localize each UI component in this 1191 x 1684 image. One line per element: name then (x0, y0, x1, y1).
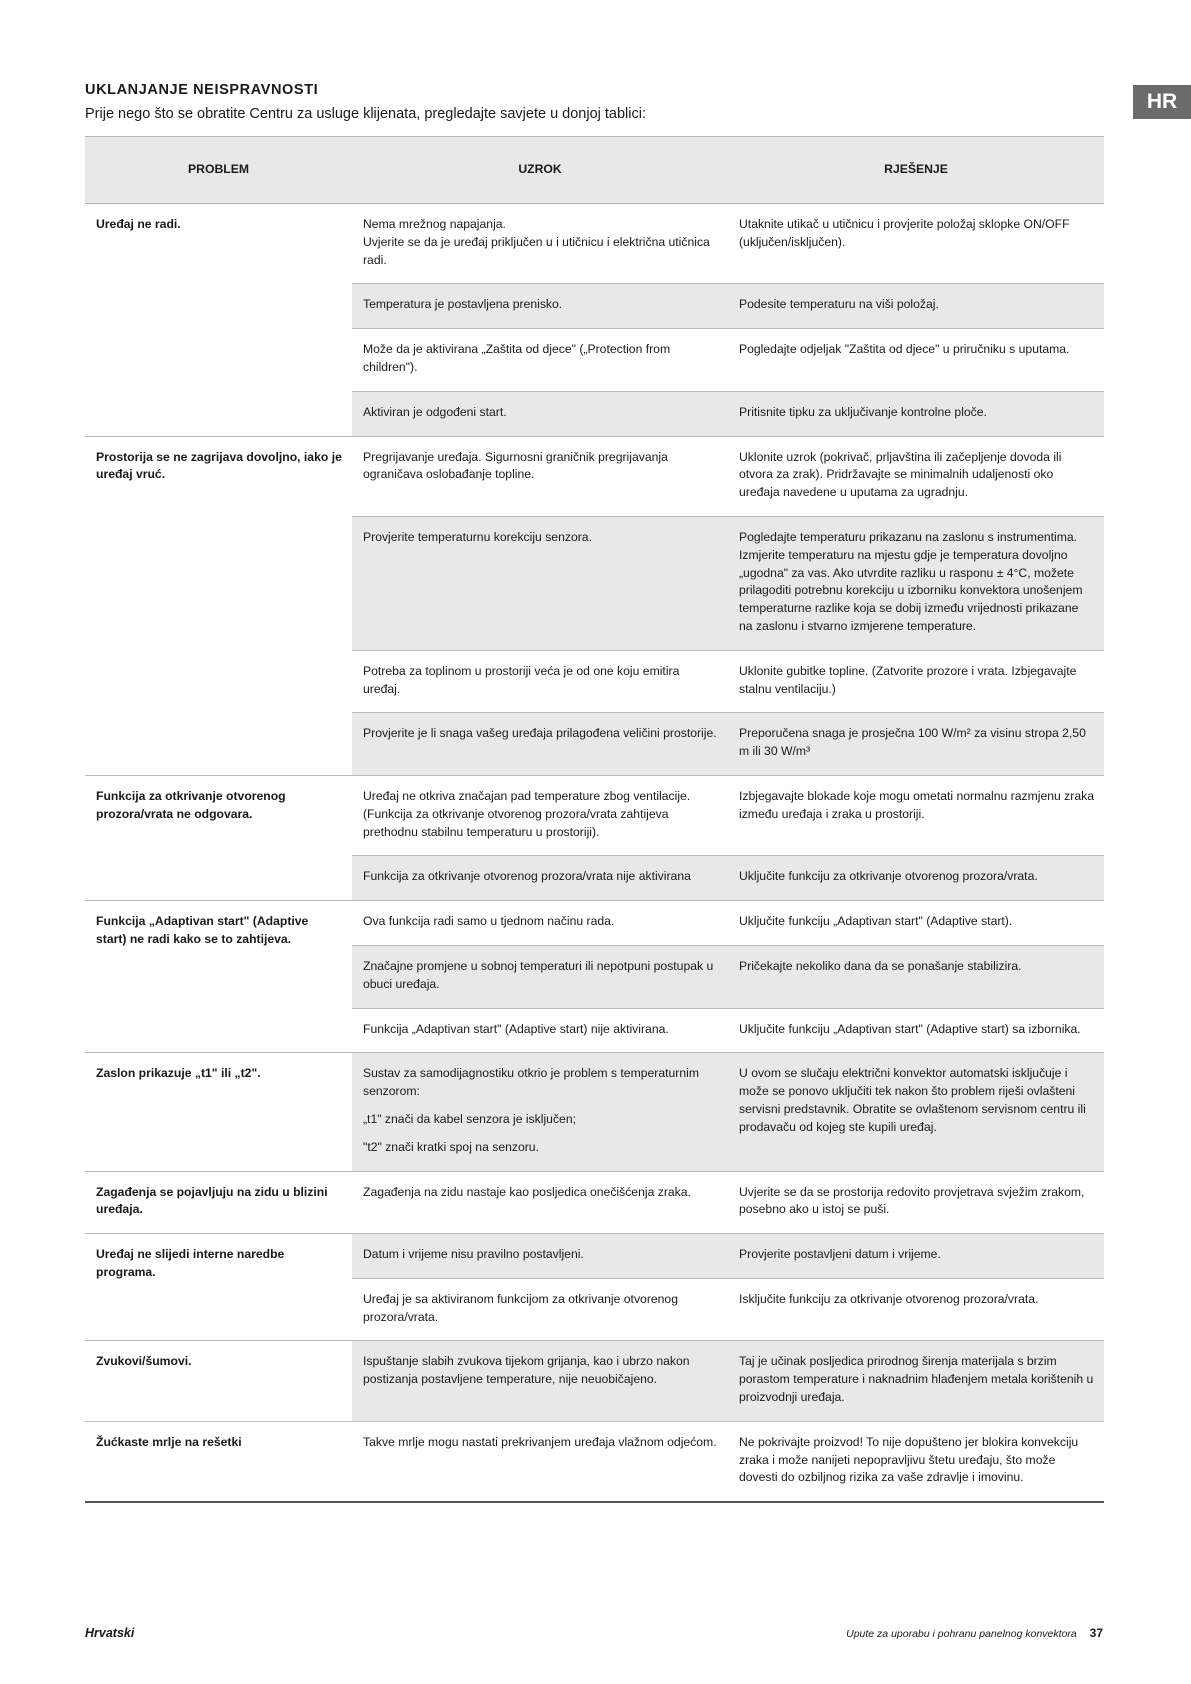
cause-cell: Može da je aktivirana „Zaštita od djece" („Protection from children"). (352, 329, 728, 392)
solution-cell: Ne pokrivajte proizvod! To nije dopušteno jer blokira konvekciju zraka i može nanijeti nepopravljivu štetu uređaju, što može dovesti do ozbiljnog rizika za vaše zdravlje i imovinu. (728, 1421, 1104, 1502)
problem-cell: Zagađenja se pojavljuju na zidu u blizini uređaja. (85, 1171, 352, 1234)
page-number: 37 (1089, 1626, 1103, 1640)
solution-cell: Pogledajte odjeljak "Zaštita od djece" u priručniku s uputama. (728, 329, 1104, 392)
problem-cell: Uređaj ne radi. (85, 204, 352, 437)
solution-cell: U ovom se slučaju električni konvektor automatski isključuje i može se ponovo uključiti tek nakon što problem riješi ovlašteni servisni predstavnik. Obratite se ovlaštenom servisnom centru ili prodavaču od kojeg ste kupili uređaj. (728, 1053, 1104, 1171)
cause-paragraph: „t1" znači da kabel senzora je isključen; (363, 1111, 576, 1126)
problem-cell: Zaslon prikazuje „t1" ili „t2". (85, 1053, 352, 1171)
solution-cell: Uključite funkciju za otkrivanje otvorenog prozora/vrata. (728, 856, 1104, 901)
footer-language: Hrvatski (85, 1626, 135, 1640)
cause-cell: Uređaj ne otkriva značajan pad temperature zbog ventilacije. (Funkcija za otkrivanje otvorenog prozora/vrata zahtijeva prethodnu stabilnu temperaturu u prostoriji). (352, 775, 728, 855)
table-row (85, 436, 1104, 516)
cause-cell: Provjerite temperaturnu korekciju senzora. (352, 516, 728, 650)
solution-cell: Preporučena snaga je prosječna 100 W/m² za visinu stropa 2,50 m ili 30 W/m³ (728, 713, 1104, 776)
cause-cell: Pregrijavanje uređaja. Sigurnosni graničnik pregrijavanja ograničava oslobađanje topline. (352, 436, 728, 516)
solution-cell: Provjerite postavljeni datum i vrijeme. (728, 1234, 1104, 1279)
cause-cell: Potreba za toplinom u prostoriji veća je od one koju emitira uređaj. (352, 650, 728, 713)
cause-paragraph: Sustav za samodijagnostiku otkrio je problem s temperaturnim senzorom: (363, 1066, 699, 1099)
cause-cell: Funkcija za otkrivanje otvorenog prozora/vrata nije aktivirana (352, 856, 728, 901)
solution-cell: Pritisnite tipku za uključivanje kontrolne ploče. (728, 391, 1104, 436)
solution-cell: Taj je učinak posljedica prirodnog širenja materijala s brzim porastom temperature i naknadnim hlađenjem metala korištenih u proizvodnji uređaja. (728, 1341, 1104, 1421)
cause-cell: Ispuštanje slabih zvukova tijekom grijanja, kao i ubrzo nakon postizanja postavljene temperature, nije neuobičajeno. (352, 1341, 728, 1421)
cause-cell (352, 1053, 728, 1171)
solution-cell: Uklonite uzrok (pokrivač, prljavština ili začepljenje dovoda ili otvora za zrak). Pridržavajte se minimalnih udaljenosti oko uređaja navedene u uputama za ugradnju. (728, 436, 1104, 516)
table-row (85, 1234, 1104, 1279)
problem-cell: Funkcija za otkrivanje otvorenog prozora/vrata ne odgovara. (85, 775, 352, 900)
footer-doc-info (846, 1626, 1103, 1640)
header-cause: UZROK (352, 137, 728, 204)
cause-cell: Značajne promjene u sobnoj temperaturi ili nepotpuni postupak u obuci uređaja. (352, 945, 728, 1008)
header-solution: RJEŠENJE (728, 137, 1104, 204)
table-header-row (85, 137, 1104, 204)
problem-cell: Funkcija „Adaptivan start" (Adaptive start) ne radi kako se to zahtijeva. (85, 901, 352, 1053)
table-row (85, 901, 1104, 946)
table-body (85, 204, 1104, 1503)
cause-cell: Funkcija „Adaptivan start" (Adaptive start) nije aktivirana. (352, 1008, 728, 1053)
cause-cell: Zagađenja na zidu nastaje kao posljedica onečišćenja zraka. (352, 1171, 728, 1234)
troubleshooting-table (85, 136, 1104, 1503)
cause-paragraph: "t2" znači kratki spoj na senzoru. (363, 1139, 539, 1154)
cause-cell: Datum i vrijeme nisu pravilno postavljeni. (352, 1234, 728, 1279)
language-tab: HR (1133, 85, 1191, 119)
table-row (85, 1053, 1104, 1171)
solution-cell: Isključite funkciju za otkrivanje otvorenog prozora/vrata. (728, 1278, 1104, 1341)
solution-cell: Izbjegavajte blokade koje mogu ometati normalnu razmjenu zraka između uređaja i zraka u prostoriji. (728, 775, 1104, 855)
problem-cell: Žućkaste mrlje na rešetki (85, 1421, 352, 1502)
problem-cell: Zvukovi/šumovi. (85, 1341, 352, 1421)
intro-text: Prije nego što se obratite Centru za usluge klijenata, pregledajte savjete u donjoj tablici: (85, 106, 647, 122)
table-row (85, 775, 1104, 855)
solution-cell: Uvjerite se da se prostorija redovito provjetrava svježim zrakom, posebno ako u istoj se puši. (728, 1171, 1104, 1234)
table-row (85, 1421, 1104, 1502)
footer-doc-title: Upute za uporabu i pohranu panelnog konvektora (846, 1628, 1077, 1640)
problem-cell: Prostorija se ne zagrijava dovoljno, iako je uređaj vruć. (85, 436, 352, 775)
cause-cell: Uređaj je sa aktiviranom funkcijom za otkrivanje otvorenog prozora/vrata. (352, 1278, 728, 1341)
cause-cell: Provjerite je li snaga vašeg uređaja prilagođena veličini prostorije. (352, 713, 728, 776)
table-row (85, 1171, 1104, 1234)
solution-cell: Pričekajte nekoliko dana da se ponašanje stabilizira. (728, 945, 1104, 1008)
solution-cell: Uključite funkciju „Adaptivan start" (Adaptive start) sa izbornika. (728, 1008, 1104, 1053)
header-problem: PROBLEM (85, 137, 352, 204)
cause-cell: Aktiviran je odgođeni start. (352, 391, 728, 436)
table-row (85, 204, 1104, 284)
cause-cell: Ova funkcija radi samo u tjednom načinu rada. (352, 901, 728, 946)
cause-cell: Takve mrlje mogu nastati prekrivanjem uređaja vlažnom odjećom. (352, 1421, 728, 1502)
solution-cell: Uklonite gubitke topline. (Zatvorite prozore i vrata. Izbjegavajte stalnu ventilaciju.) (728, 650, 1104, 713)
cause-cell: Temperatura je postavljena prenisko. (352, 284, 728, 329)
cause-cell: Nema mrežnog napajanja. Uvjerite se da je uređaj priključen u i utičnicu i električna utičnica radi. (352, 204, 728, 284)
section-title: UKLANJANJE NEISPRAVNOSTI (85, 82, 319, 98)
problem-cell: Uređaj ne slijedi interne naredbe programa. (85, 1234, 352, 1341)
solution-cell: Podesite temperaturu na viši položaj. (728, 284, 1104, 329)
solution-cell: Pogledajte temperaturu prikazanu na zaslonu s instrumentima. Izmjerite temperaturu na mjestu gdje je temperatura dovoljno „ugodna" za vas. Ako utvrdite razliku u rasponu ± 4°C, možete prilagoditi potrebnu korekciju u izborniku konvektora unošenjem temperaturne razlike koja se dobij između vrijednosti prikazane na zaslonu i stvarno izmjerene temperature. (728, 516, 1104, 650)
solution-cell: Uključite funkciju „Adaptivan start" (Adaptive start). (728, 901, 1104, 946)
table-row (85, 1341, 1104, 1421)
solution-cell: Utaknite utikač u utičnicu i provjerite položaj sklopke ON/OFF (uključen/isključen). (728, 204, 1104, 284)
